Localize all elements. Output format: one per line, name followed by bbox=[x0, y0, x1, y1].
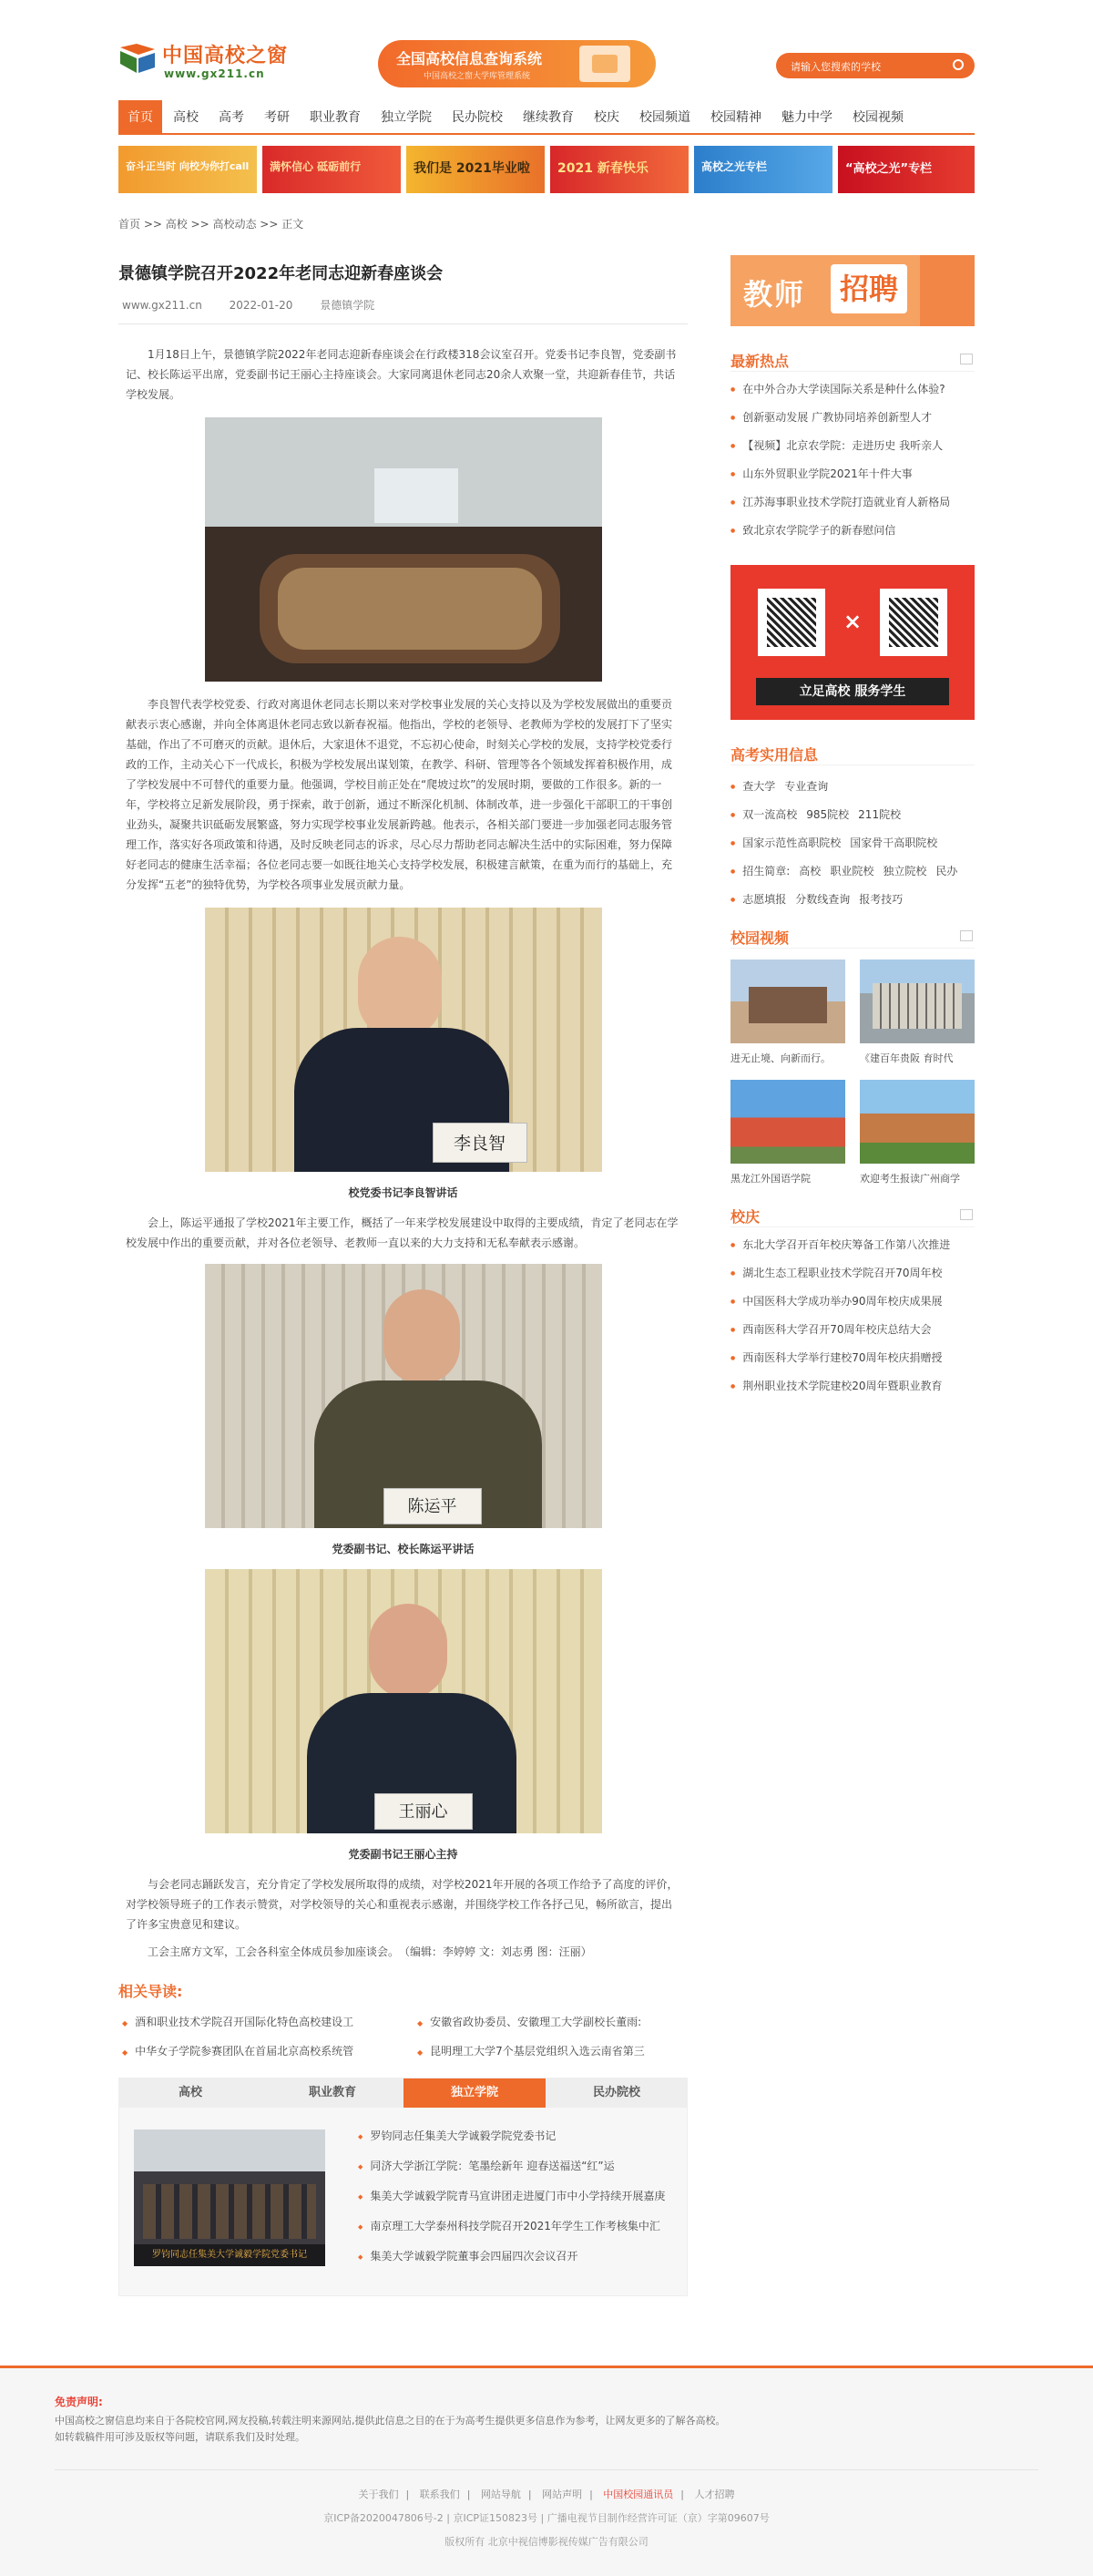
qr-slogan: 立足高校 服务学生 bbox=[756, 678, 949, 705]
search-icon[interactable] bbox=[953, 59, 964, 70]
useful-row bbox=[730, 801, 975, 829]
nav-middle-school[interactable]: 魅力中学 bbox=[781, 110, 833, 125]
site-footer bbox=[0, 2366, 1093, 2576]
photo-li-liangzhi bbox=[205, 908, 602, 1172]
useful-link: 招生简章: bbox=[742, 865, 791, 877]
useful-row bbox=[730, 886, 975, 914]
nameplate-3: 王丽心 bbox=[374, 1793, 473, 1830]
list-item[interactable]: ● 西南医科大学举行建校70周年校庆捐赠授 bbox=[730, 1344, 975, 1372]
list-item[interactable]: ◆ 同济大学浙江学院：笔墨绘新年 迎春送福送“红”运 bbox=[358, 2158, 665, 2188]
logo-name: 中国高校之窗 bbox=[162, 45, 289, 67]
article-paragraph-2: 李良智代表学校党委、行政对离退休老同志长期以来对学校事业发展的关心支持以及为学校发展做出的重要贡献表示衷心感谢，并向全体离退休老同志致以新春祝福。他指出，学校的老领导、老教师为学校的发展打下了坚实基础，作出了不可磨灭的贡献。退休后，大家退休不退党，不忘初心使命，时刻关心学校的发展，支持学校党委行政的工作，主动关心下一代成长，积极为学校发展出谋划策，在教学、科研、管理等各个领域发挥着积极作用，成了学校发展中不可替代的重要力量。他强调，学校目前正处在“爬坡过坎”的发展时期，要做的工作很多。新的一年，学校将立足新发展阶段，勇于探索，敢于创新，通过不断深化机制、体制改革，进一步强化干部职工的干事创业劲头，凝聚共识砥砺发展繁盛，努力实现学校事业发展新跨越。他表示，各相关部门要进一步加强老同志服务管理工作，落实好各项政策和待遇，及时反映老同志的诉求，尽心尽力帮助老同志解决生活中的实际困难，努力保障好老同志的健康生活幸福；各位老同志要一如既往地关心支持学校发展，积极建言献策，在重为而行的基础上，充分发挥“五老”的独特优势，为学校各项事业发展贡献力量。 bbox=[126, 698, 673, 891]
ad-text-3: 我们是 2021毕业啦 bbox=[414, 161, 530, 176]
ad-banner-1[interactable] bbox=[118, 146, 257, 193]
nav-gaokao[interactable]: 高考 bbox=[219, 110, 244, 125]
site-header bbox=[118, 0, 975, 100]
useful-links bbox=[730, 773, 975, 914]
useful-row bbox=[730, 829, 975, 857]
list-item[interactable]: ● 西南医科大学召开70周年校庆总结大会 bbox=[730, 1316, 975, 1344]
ad-text-6: “高校之光”专栏 bbox=[845, 162, 933, 176]
banner-title: 全国高校信息查询系统 bbox=[396, 50, 543, 67]
query-system-banner[interactable] bbox=[378, 40, 656, 87]
ad-strip bbox=[118, 146, 975, 197]
video-card[interactable] bbox=[730, 1080, 845, 1185]
related-title: 相关导读: bbox=[118, 1983, 183, 2000]
video-grid bbox=[730, 960, 975, 1206]
footer-link-jobs[interactable]: 人才招聘 bbox=[694, 2489, 735, 2500]
hot-title: 最新热点 bbox=[730, 353, 790, 370]
footer-divider bbox=[55, 2469, 1038, 2470]
list-item[interactable]: ◆ 集美大学诚毅学院青马宣讲团走进厦门市中小学持续开展嘉庚 bbox=[358, 2188, 665, 2218]
useful-link[interactable]: 独立院校 bbox=[883, 865, 927, 877]
list-item[interactable]: ● 山东外贸职业学院2021年十件大事 bbox=[730, 460, 975, 488]
more-icon[interactable] bbox=[960, 1209, 973, 1220]
teacher-recruit-banner[interactable] bbox=[730, 255, 975, 326]
tab-image-caption: 罗钧同志任集美大学诚毅学院党委书记 bbox=[134, 2244, 325, 2266]
list-item[interactable]: ● 江苏海事职业技术学院打造就业育人新格局 bbox=[730, 488, 975, 517]
site-logo[interactable] bbox=[118, 36, 291, 86]
disclaimer-title: 免责声明: bbox=[55, 2396, 103, 2408]
footer-link-contact[interactable]: 联系我们 bbox=[419, 2489, 460, 2500]
copyright: 版权所有 北京中视信博影视传媒广告有限公司 bbox=[444, 2536, 649, 2548]
useful-link[interactable]: 志愿填报 bbox=[742, 893, 787, 906]
ad-banner-5[interactable] bbox=[694, 146, 833, 193]
breadcrumb[interactable]: 首页 >> 高校 >> 高校动态 >> 正文 bbox=[118, 218, 304, 231]
nameplate-2: 陈运平 bbox=[383, 1488, 482, 1524]
tab-private[interactable]: 民办院校 bbox=[592, 2086, 640, 2099]
useful-link[interactable]: 职业院校 bbox=[830, 865, 874, 877]
useful-link[interactable]: 双一流高校 bbox=[742, 808, 798, 821]
video-caption[interactable]: 《建百年贵阪 育时代 bbox=[860, 1052, 954, 1064]
photo-caption-3: 党委副书记王丽心主持 bbox=[348, 1848, 458, 1861]
useful-link[interactable]: 分数线查询 bbox=[795, 893, 851, 906]
page-title: 景德镇学院召开2022年老同志迎新春座谈会 bbox=[118, 264, 444, 283]
tab-feature-image[interactable] bbox=[134, 2130, 325, 2266]
footer-link-correspondent[interactable]: 中国校园通讯员 bbox=[603, 2489, 674, 2500]
list-item[interactable]: ● 创新驱动发展 广教协同培养创新型人才 bbox=[730, 404, 975, 432]
related-list bbox=[118, 2010, 688, 2065]
banner-subtitle: 中国高校之窗大学库管理系统 bbox=[424, 72, 531, 81]
video-card[interactable] bbox=[730, 960, 845, 1065]
useful-header bbox=[730, 744, 975, 765]
nav-campus-channel[interactable]: 校园频道 bbox=[639, 110, 690, 125]
useful-row bbox=[730, 857, 975, 886]
times-icon: × bbox=[843, 609, 863, 634]
nav-home[interactable]: 首页 bbox=[118, 100, 162, 135]
anniversary-list bbox=[730, 1231, 975, 1401]
photo-caption-1: 校党委书记李良智讲话 bbox=[348, 1186, 458, 1199]
footer-link-about[interactable]: 关于我们 bbox=[358, 2489, 399, 2500]
article-paragraph-5: 工会主席方文军，工会各科室全体成员参加座谈会。 （编辑：李婷婷 文：刘志勇 图：汪丽） bbox=[148, 1945, 592, 1958]
list-item[interactable]: ● 湖北生态工程职业技术学院召开70周年校 bbox=[730, 1259, 975, 1288]
tab-bar bbox=[119, 2078, 687, 2108]
hot-list bbox=[730, 375, 975, 545]
useful-link[interactable]: 高校 bbox=[799, 865, 822, 877]
photo-wang-lixin bbox=[205, 1569, 602, 1833]
logo-url: www.gx211.cn bbox=[164, 67, 265, 80]
ad-banner-3[interactable] bbox=[406, 146, 545, 193]
related-item[interactable]: ◆ 安徽省政协委员、安徽理工大学副校长董雨: bbox=[417, 2014, 641, 2029]
video-title: 校园视频 bbox=[730, 929, 790, 947]
useful-link[interactable]: 国家示范性高职院校 bbox=[742, 836, 842, 849]
video-caption[interactable]: 欢迎考生报读广州商学 bbox=[860, 1173, 960, 1185]
list-item[interactable]: ◆ 集美大学诚毅学院董事会四届四次会议召开 bbox=[358, 2248, 665, 2278]
useful-link[interactable]: 专业查询 bbox=[784, 780, 829, 793]
list-item[interactable]: ● 中国医科大学成功举办90周年校庆成果展 bbox=[730, 1288, 975, 1316]
ad-text-1: 奋斗正当时 向校为你打call bbox=[126, 160, 250, 172]
list-item[interactable]: ● 致北京农学院学子的新春慰问信 bbox=[730, 517, 975, 545]
article-date: 2022-01-20 bbox=[229, 299, 293, 312]
nav-continuing[interactable]: 继续教育 bbox=[523, 110, 574, 125]
ad-text-4: 2021 新春快乐 bbox=[557, 161, 649, 176]
icp-info: 京ICP备2020047806号-2 | 京ICP证150823号 | 广播电视节目制作经营许可证（京）字第09607号 bbox=[323, 2512, 770, 2524]
video-header bbox=[730, 927, 975, 949]
qr-code-icon bbox=[880, 589, 947, 656]
useful-link[interactable]: 民办 bbox=[935, 865, 958, 877]
list-item[interactable]: ● 东北大学召开百年校庆筹备工作第八次推进 bbox=[730, 1231, 975, 1259]
list-item[interactable]: ● 荆州职业技术学院建校20周年暨职业教育 bbox=[730, 1372, 975, 1401]
nav-independent[interactable]: 独立学院 bbox=[381, 110, 432, 125]
qr-code-icon bbox=[758, 589, 825, 656]
useful-row bbox=[730, 773, 975, 801]
related-item[interactable]: ◆ 昆明理工大学7个基层党组织入选云南省第三 bbox=[417, 2043, 645, 2058]
video-card[interactable] bbox=[860, 1080, 975, 1185]
qr-code-banner bbox=[730, 565, 975, 720]
nav-kaoyan[interactable]: 考研 bbox=[264, 110, 290, 125]
more-icon[interactable] bbox=[960, 930, 973, 941]
article-paragraph-1: 1月18日上午，景德镇学院2022年老同志迎新春座谈会在行政楼318会议室召开。党委书记李良智，党委副书记、校长陈运平出席，党委副书记王丽心主持座谈会。大家同离退休老同志20余人欢聚一堂，共迎新春佳节，共话学校发展。 bbox=[126, 348, 677, 401]
article-column bbox=[118, 255, 688, 2296]
video-thumbnail[interactable] bbox=[730, 1080, 845, 1164]
anniversary-title: 校庆 bbox=[730, 1208, 761, 1226]
banner-box-illustration bbox=[579, 46, 630, 82]
hot-header bbox=[730, 350, 975, 372]
video-thumbnail[interactable] bbox=[860, 1080, 975, 1164]
main-nav bbox=[118, 100, 975, 135]
recruit-word-2: 招聘 bbox=[831, 264, 907, 313]
article-source: 景德镇学院 bbox=[320, 299, 375, 312]
search-input[interactable]: 请输入您搜索的学校 bbox=[791, 61, 881, 73]
nameplate-1: 李良智 bbox=[433, 1123, 527, 1163]
ad-banner-6[interactable] bbox=[838, 146, 975, 193]
related-item[interactable]: ◆ 酒和职业技术学院召开国际化特色高校建设工 bbox=[122, 2014, 353, 2029]
article-meta bbox=[118, 297, 688, 324]
useful-link[interactable]: 查大学 bbox=[742, 780, 776, 793]
meeting-photo bbox=[205, 417, 602, 682]
video-caption[interactable]: 黑龙江外国语学院 bbox=[730, 1173, 811, 1185]
video-thumbnail[interactable] bbox=[730, 960, 845, 1043]
useful-link[interactable]: 985院校 bbox=[806, 808, 850, 821]
sidebar bbox=[730, 255, 975, 1401]
article-paragraph-3: 会上，陈运平通报了学校2021年主要工作，概括了一年来学校发展建设中取得的主要成绩，肯定了老同志在学校发展中作出的重要贡献，并对各位老领导、老教师一直以来的大力支持和无私奉献表示感谢。 bbox=[126, 1216, 679, 1249]
ad-text-2: 满怀信心 砥砺前行 bbox=[270, 160, 362, 173]
tab-independent[interactable]: 独立学院 bbox=[403, 2078, 546, 2108]
tab-vocational[interactable]: 职业教育 bbox=[308, 2086, 356, 2099]
video-card[interactable] bbox=[860, 960, 975, 1065]
footer-link-statement[interactable]: 网站声明 bbox=[542, 2489, 583, 2500]
more-icon[interactable] bbox=[960, 354, 973, 364]
nav-gaoxiao[interactable]: 高校 bbox=[173, 110, 199, 125]
list-item[interactable]: ◆ 罗钧同志任集美大学诚毅学院党委书记 bbox=[358, 2128, 665, 2158]
ad-text-5: 高校之光专栏 bbox=[701, 160, 768, 173]
useful-link[interactable]: 国家骨干高职院校 bbox=[850, 836, 938, 849]
anniversary-header bbox=[730, 1206, 975, 1227]
list-item[interactable]: ● 【视频】北京农学院：走进历史 我听亲人 bbox=[730, 432, 975, 460]
nav-campus-spirit[interactable]: 校园精神 bbox=[710, 110, 761, 125]
useful-title: 高考实用信息 bbox=[730, 746, 819, 764]
nav-anniversary[interactable]: 校庆 bbox=[594, 110, 619, 125]
logo-book-icon bbox=[118, 40, 157, 77]
ad-banner-2[interactable] bbox=[262, 146, 401, 193]
footer-link-sitemap[interactable]: 网站导航 bbox=[480, 2489, 521, 2500]
recruit-word-1: 教师 bbox=[743, 277, 806, 312]
list-item[interactable]: ● 在中外合办大学读国际关系是种什么体验? bbox=[730, 375, 975, 404]
useful-link[interactable]: 211院校 bbox=[858, 808, 902, 821]
article-paragraph-4: 与会老同志踊跃发言，充分肯定了学校发展所取得的成绩，对学校2021年开展的各项工作给予了高度的评价，对学校领导班子的工作表示赞赏，对学校领导的关心和重视表示感谢，并围绕学校工作各抒己见，畅所欲言，提出了许多宝贵意见和建议。 bbox=[126, 1878, 679, 1931]
disclaimer-text-1: 中国高校之窗信息均来自于各院校官网,网友投稿,转载注明来源网站,提供此信息之目的在于为高考生提供更多信息作为参考，让网友更多的了解各高校。 bbox=[55, 2415, 726, 2427]
article-site: www.gx211.cn bbox=[122, 299, 202, 312]
video-thumbnail[interactable] bbox=[860, 960, 975, 1043]
tab-news-list bbox=[358, 2128, 665, 2278]
list-item[interactable]: ◆ 南京理工大学泰州科技学院召开2021年学生工作考核集中汇 bbox=[358, 2218, 665, 2248]
tab-gaoxiao[interactable]: 高校 bbox=[178, 2086, 202, 2099]
nav-campus-video[interactable]: 校园视频 bbox=[853, 110, 904, 125]
footer-links: 关于我们 | 联系我们 | 网站导航 | 网站声明 | 中国校园通讯员 | 人才招聘 bbox=[358, 2489, 735, 2500]
search-box[interactable] bbox=[776, 53, 975, 78]
disclaimer-text-2: 如转载稿件用可涉及版权等问题，请联系我们及时处理。 bbox=[55, 2431, 305, 2443]
useful-link[interactable]: 报考技巧 bbox=[859, 893, 904, 906]
related-item[interactable]: ◆ 中华女子学院参赛团队在首届北京高校系统管 bbox=[122, 2043, 353, 2058]
nav-private[interactable]: 民办院校 bbox=[452, 110, 503, 125]
nav-vocational[interactable]: 职业教育 bbox=[310, 110, 361, 125]
photo-chen-yunping bbox=[205, 1264, 602, 1528]
video-caption[interactable]: 进无止境、向新而行。 bbox=[730, 1052, 831, 1064]
photo-caption-2: 党委副书记、校长陈运平讲话 bbox=[332, 1543, 475, 1555]
school-type-tabs bbox=[118, 2078, 688, 2296]
ad-banner-4[interactable] bbox=[550, 146, 689, 193]
